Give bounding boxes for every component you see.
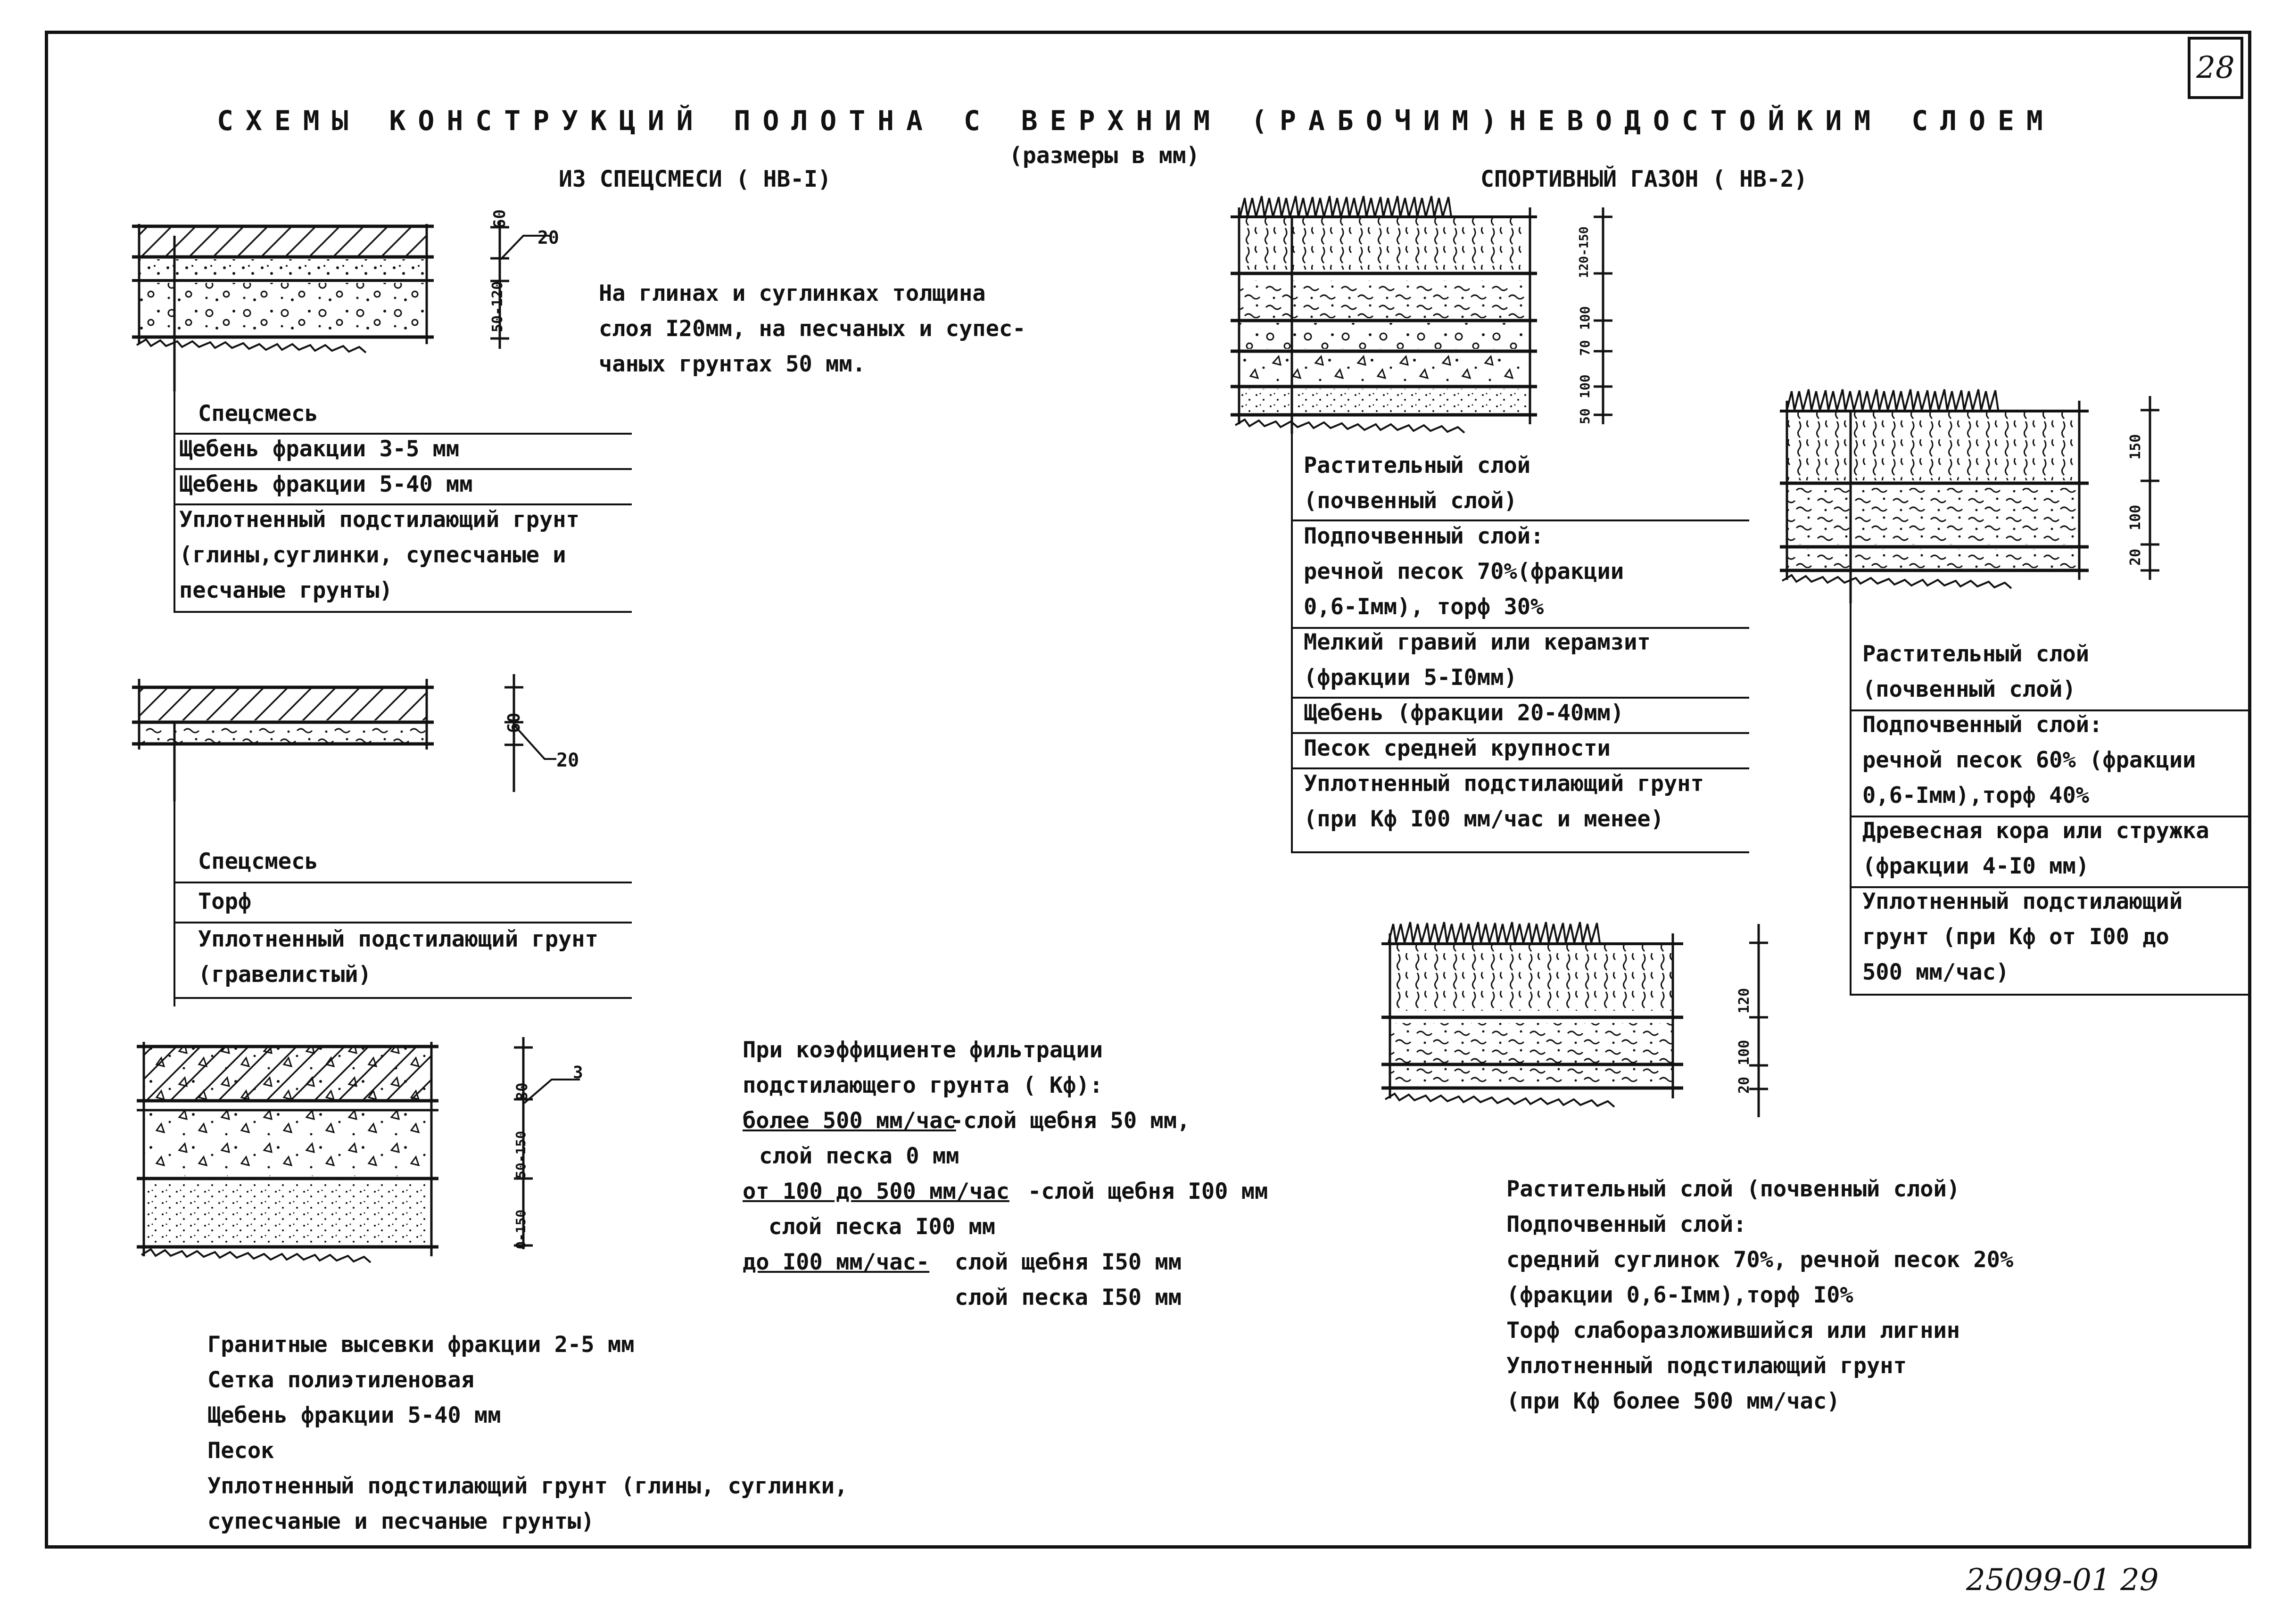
- nv2-a-dim-100b: 100: [1577, 374, 1593, 398]
- nv1-a-layer-1: Спецсмесь: [198, 401, 318, 427]
- nv1-b-layer-4: (гравелистый): [198, 962, 372, 988]
- nv2-a-layer-2: (почвенный слой): [1304, 488, 1517, 514]
- nv1-b-cross-section: [127, 679, 448, 801]
- nv2-b-layer-10: 500 мм/час): [1862, 959, 2009, 985]
- nv2-c-layer-4: (фракции 0,6-Iмм),торф I0%: [1506, 1282, 1853, 1308]
- filtration-note-line-1: При коэффициенте фильтрации: [743, 1037, 1103, 1063]
- nv2-a-layer-1: Растительный слой: [1304, 453, 1531, 478]
- page-number: 28: [2188, 37, 2243, 99]
- nv2-a-dim-120-150: 120-150: [1577, 226, 1591, 278]
- nv2-b-layer-7: (фракции 4-I0 мм): [1862, 853, 2090, 879]
- filtration-range-3: до I00 мм/час-: [743, 1249, 930, 1275]
- filtration-range-2-value: -слой щебня I00 мм: [1028, 1179, 1268, 1204]
- filtration-range-1-value: -слой щебня 50 мм,: [950, 1108, 1190, 1134]
- nv2-b-layer-5: 0,6-Iмм),торф 40%: [1862, 783, 2090, 808]
- nv1-a-dim-50-120: 50-120: [489, 281, 506, 332]
- nv2-c-layer-7: (при Кф более 500 мм/час): [1506, 1388, 1840, 1414]
- nv2-b-dim-100: 100: [2127, 504, 2144, 530]
- nv1-c-dim-80: 80: [513, 1082, 531, 1101]
- nv1-a-layer-5: (глины,суглинки, супесчаные и: [179, 542, 566, 568]
- nv2-c-layer-1: Растительный слой (почвенный слой): [1506, 1176, 1960, 1202]
- nv1-b-layer-3: Уплотненный подстилающий грунт: [198, 926, 598, 952]
- nv1-c-layer-4: Песок: [207, 1438, 274, 1464]
- nv1-a-layer-6: песчаные грунты): [179, 577, 393, 603]
- nv2-c-dim-120: 120: [1736, 988, 1753, 1014]
- footer-code: 25099-01 29: [1966, 1563, 2159, 1598]
- nv2-b-layer-8: Уплотненный подстилающий: [1862, 889, 2183, 915]
- page-title: СХЕМЫ КОНСТРУКЦИЙ ПОЛОТНА С ВЕРХНИМ (РАБОЧИМ)НЕВОДОСТОЙКИМ СЛОЕМ: [217, 105, 2055, 137]
- nv1-a-note-line-2: слоя I20мм, на песчаных и супес-: [599, 316, 1026, 342]
- nv2-b-dim-20: 20: [2127, 548, 2144, 566]
- nv1-c-layer-6: супесчаные и песчаные грунты): [207, 1509, 595, 1534]
- nv2-c-layer-3: средний суглинок 70%, речной песок 20%: [1506, 1247, 2014, 1273]
- right-heading: СПОРТИВНЫЙ ГАЗОН ( НВ-2): [1480, 166, 1808, 192]
- nv1-c-dim-50-150: 50-150: [513, 1130, 529, 1179]
- filtration-range-2-sand: слой песка I00 мм: [769, 1214, 996, 1240]
- nv2-b-layer-6: Древесная кора или стружка: [1862, 818, 2209, 844]
- nv2-a-layer-11: (при Кф I00 мм/час и менее): [1304, 806, 1664, 832]
- nv2-a-rule-6: [1291, 851, 1749, 853]
- nv2-a-layer-9: Песок средней крупности: [1304, 735, 1611, 761]
- nv2-b-cross-section: [1777, 382, 2098, 603]
- nv1-b-leader: [174, 768, 175, 1006]
- nv2-a-layer-6: Мелкий гравий или керамзит: [1304, 629, 1651, 655]
- nv2-a-leader: [1291, 424, 1293, 853]
- nv2-b-layer-4: речной песок 60% (фракции: [1862, 747, 2196, 773]
- nv2-a-dim-70: 70: [1577, 340, 1593, 356]
- nv1-a-dim-60: 60: [490, 209, 509, 229]
- nv1-c-layer-5: Уплотненный подстилающий грунт (глины, суглинки,: [207, 1473, 848, 1499]
- nv2-a-dim-100: 100: [1577, 306, 1593, 330]
- nv1-b-dimension: [500, 674, 604, 797]
- nv1-a-layer-4: Уплотненный подстилающий грунт: [179, 507, 579, 533]
- nv1-b-rule-1: [174, 882, 632, 883]
- nv1-c-layer-3: Щебень фракции 5-40 мм: [207, 1402, 501, 1428]
- nv2-c-layer-6: Уплотненный подстилающий грунт: [1506, 1353, 1907, 1379]
- nv2-c-dim-100: 100: [1736, 1039, 1753, 1065]
- filtration-range-2: от 100 до 500 мм/час: [743, 1179, 1009, 1204]
- nv1-a-note-line-1: На глинах и суглинках толщина: [599, 280, 986, 306]
- nv1-a-cross-section: [127, 222, 448, 391]
- nv2-c-dim-20: 20: [1736, 1076, 1753, 1094]
- nv1-c-cross-section: [132, 1042, 453, 1263]
- nv1-a-rule-4: [174, 611, 632, 613]
- nv1-c-dim-0-150: 0-150: [513, 1209, 529, 1249]
- nv2-b-layer-1: Растительный слой: [1862, 641, 2090, 667]
- nv1-a-layer-3: Щебень фракции 5-40 мм: [179, 471, 473, 497]
- nv1-b-layer-2: Торф: [198, 889, 252, 915]
- units-note: (размеры в мм): [1009, 142, 1200, 169]
- nv1-a-layer-2: Щебень фракции 3-5 мм: [179, 436, 460, 462]
- nv1-a-leader: [174, 391, 175, 613]
- nv1-b-rule-3: [174, 997, 632, 999]
- filtration-range-1-sand: слой песка 0 мм: [759, 1143, 959, 1169]
- nv1-c-layer-2: Сетка полиэтиленовая: [207, 1367, 474, 1393]
- nv1-b-dim-60: 60: [504, 712, 524, 733]
- filtration-range-1: более 500 мм/час: [743, 1108, 956, 1134]
- nv2-c-layer-2: Подпочвенный слой:: [1506, 1212, 1747, 1237]
- nv2-b-rule-4: [1850, 994, 2248, 996]
- left-heading: ИЗ СПЕЦСМЕСИ ( НВ-I): [559, 166, 831, 192]
- nv2-c-layer-5: Торф слаборазложившийся или лигнин: [1506, 1318, 1960, 1344]
- nv2-a-layer-10: Уплотненный подстилающий грунт: [1304, 771, 1704, 797]
- nv2-a-layer-8: Щебень (фракции 20-40мм): [1304, 700, 1624, 726]
- nv2-b-leader: [1850, 599, 1852, 995]
- nv2-a-cross-section: [1226, 189, 1546, 434]
- nv2-b-layer-3: Подпочвенный слой:: [1862, 712, 2103, 738]
- nv1-a-note-line-3: чаных грунтах 50 мм.: [599, 351, 866, 377]
- nv2-a-layer-5: 0,6-Iмм), торф 30%: [1304, 594, 1544, 620]
- nv2-a-dim-50: 50: [1577, 408, 1593, 424]
- filtration-note-line-2: подстилающего грунта ( Кф):: [743, 1072, 1103, 1098]
- nv2-a-layer-7: (фракции 5-I0мм): [1304, 665, 1517, 691]
- nv2-a-layer-4: речной песок 70%(фракции: [1304, 559, 1624, 585]
- nv2-b-layer-9: грунт (при Кф от I00 до: [1862, 924, 2169, 950]
- nv1-a-dim-20: 20: [537, 227, 559, 248]
- nv1-b-dim-20: 20: [556, 750, 579, 771]
- filtration-range-3-sand: слой песка I50 мм: [955, 1285, 1182, 1311]
- nv1-c-layer-1: Гранитные высевки фракции 2-5 мм: [207, 1332, 635, 1358]
- nv1-c-dim-3: 3: [573, 1063, 583, 1082]
- nv2-a-layer-3: Подпочвенный слой:: [1304, 523, 1544, 549]
- nv2-b-layer-2: (почвенный слой): [1862, 676, 2076, 702]
- nv2-c-cross-section: [1377, 915, 1697, 1131]
- filtration-range-3-value: слой щебня I50 мм: [955, 1249, 1182, 1275]
- nv2-b-dim-150: 150: [2127, 434, 2144, 460]
- nv1-b-layer-1: Спецсмесь: [198, 849, 318, 874]
